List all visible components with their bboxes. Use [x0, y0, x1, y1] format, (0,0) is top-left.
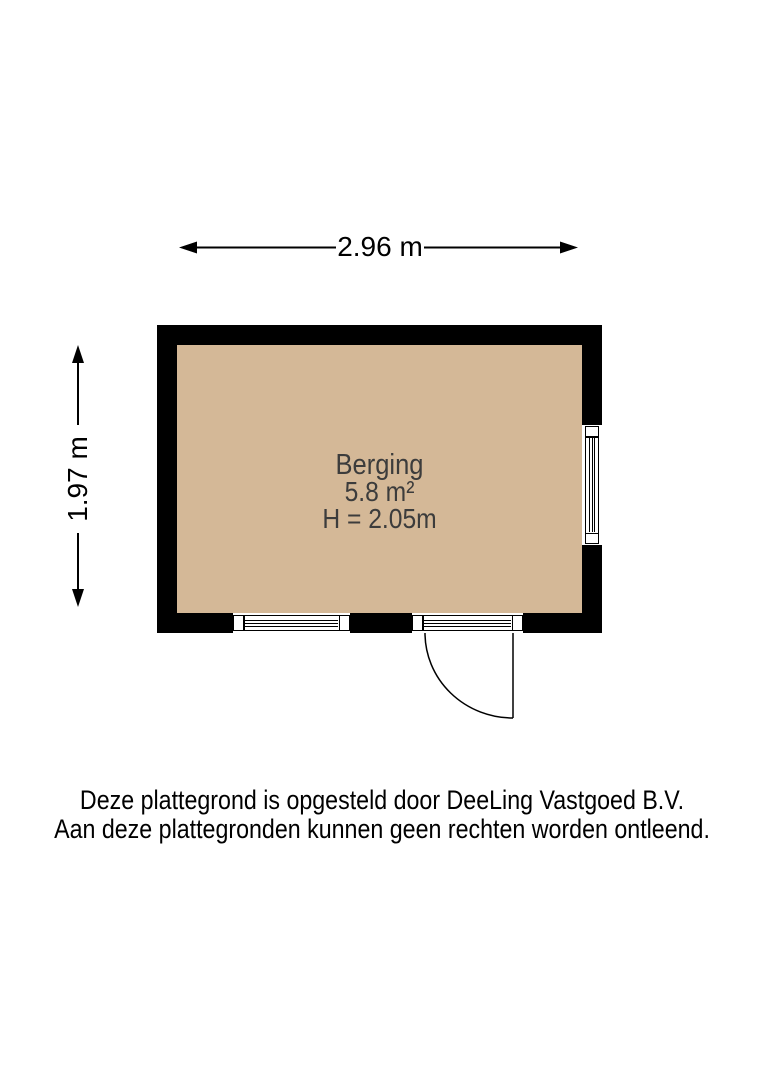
- window-frame: [585, 426, 599, 544]
- disclaimer-line-2: Aan deze plattegronden kunnen geen rechten worden ontleend.: [54, 814, 710, 844]
- room-ceiling-height: H = 2.05m: [322, 503, 437, 534]
- door-swing-icon: [400, 625, 525, 725]
- door-glazing-line: [424, 620, 511, 621]
- door-glazing-line: [424, 623, 511, 624]
- window-glazing-line: [245, 623, 338, 624]
- room-area: 5.8 m²: [344, 476, 415, 507]
- window-glazing-line: [245, 626, 338, 627]
- room-name: Berging: [335, 449, 424, 481]
- window-jamb: [586, 533, 598, 535]
- width-dimension-label: 2.96 m: [337, 231, 423, 262]
- height-dimension-label: 1.97 m: [62, 436, 93, 522]
- disclaimer: [0, 786, 764, 844]
- window-south: [233, 613, 350, 633]
- room-berging-floor: [177, 345, 582, 613]
- disclaimer-line-1: Deze plattegrond is opgesteld door DeeLing Vastgoed B.V.: [79, 785, 685, 815]
- window-glazing-line: [592, 438, 593, 532]
- window-east: [582, 425, 602, 545]
- window-jamb: [339, 616, 341, 630]
- room-label: [177, 449, 582, 534]
- window-glazing-line: [594, 438, 595, 532]
- window-glazing-line: [589, 438, 590, 532]
- window-frame: [233, 615, 350, 631]
- building-outline: [157, 325, 602, 633]
- window-glazing-line: [245, 620, 338, 621]
